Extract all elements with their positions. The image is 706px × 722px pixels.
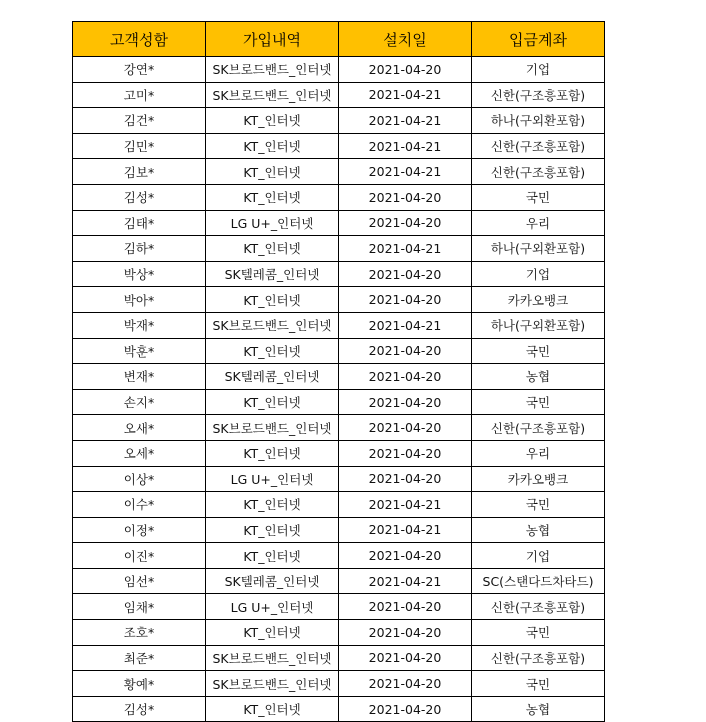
cell-install-date: 2021-04-20 xyxy=(339,440,472,466)
cell-install-date: 2021-04-21 xyxy=(339,82,472,108)
cell-deposit-account: 기업 xyxy=(472,543,605,569)
cell-customer-name: 고미* xyxy=(73,82,206,108)
cell-install-date: 2021-04-21 xyxy=(339,492,472,518)
cell-customer-name: 박상* xyxy=(73,261,206,287)
cell-deposit-account: 신한(구조흥포함) xyxy=(472,159,605,185)
cell-install-date: 2021-04-21 xyxy=(339,159,472,185)
cell-subscription: KT_인터넷 xyxy=(206,492,339,518)
cell-customer-name: 박재* xyxy=(73,312,206,338)
cell-customer-name: 조호* xyxy=(73,620,206,646)
customer-table xyxy=(72,21,605,722)
cell-deposit-account: 신한(구조흥포함) xyxy=(472,415,605,441)
header-row xyxy=(73,22,605,57)
table-row xyxy=(73,517,605,543)
cell-subscription: SK텔레콤_인터넷 xyxy=(206,261,339,287)
cell-subscription: KT_인터넷 xyxy=(206,517,339,543)
cell-subscription: KT_인터넷 xyxy=(206,287,339,313)
cell-install-date: 2021-04-20 xyxy=(339,184,472,210)
cell-customer-name: 이수* xyxy=(73,492,206,518)
cell-customer-name: 김민* xyxy=(73,133,206,159)
cell-customer-name: 임선* xyxy=(73,568,206,594)
cell-customer-name: 이상* xyxy=(73,466,206,492)
cell-subscription: SK브로드밴드_인터넷 xyxy=(206,57,339,83)
cell-subscription: SK브로드밴드_인터넷 xyxy=(206,312,339,338)
cell-customer-name: 김건* xyxy=(73,108,206,134)
cell-install-date: 2021-04-20 xyxy=(339,261,472,287)
cell-deposit-account: 국민 xyxy=(472,184,605,210)
cell-subscription: KT_인터넷 xyxy=(206,159,339,185)
table-row xyxy=(73,466,605,492)
cell-deposit-account: 카카오뱅크 xyxy=(472,287,605,313)
table-row xyxy=(73,312,605,338)
cell-subscription: KT_인터넷 xyxy=(206,389,339,415)
cell-deposit-account: SC(스탠다드차타드) xyxy=(472,568,605,594)
cell-install-date: 2021-04-20 xyxy=(339,364,472,390)
cell-subscription: KT_인터넷 xyxy=(206,440,339,466)
cell-deposit-account: 국민 xyxy=(472,338,605,364)
cell-customer-name: 이정* xyxy=(73,517,206,543)
cell-subscription: KT_인터넷 xyxy=(206,696,339,722)
cell-subscription: SK브로드밴드_인터넷 xyxy=(206,645,339,671)
cell-install-date: 2021-04-20 xyxy=(339,338,472,364)
cell-subscription: KT_인터넷 xyxy=(206,108,339,134)
cell-deposit-account: 농협 xyxy=(472,517,605,543)
table-row xyxy=(73,594,605,620)
cell-customer-name: 박훈* xyxy=(73,338,206,364)
table-row xyxy=(73,210,605,236)
cell-install-date: 2021-04-20 xyxy=(339,594,472,620)
cell-customer-name: 박아* xyxy=(73,287,206,313)
cell-deposit-account: 기업 xyxy=(472,261,605,287)
table-row xyxy=(73,82,605,108)
table-row xyxy=(73,543,605,569)
cell-install-date: 2021-04-20 xyxy=(339,287,472,313)
cell-customer-name: 황예* xyxy=(73,671,206,697)
cell-deposit-account: 우리 xyxy=(472,210,605,236)
cell-deposit-account: 신한(구조흥포함) xyxy=(472,645,605,671)
cell-subscription: LG U+_인터넷 xyxy=(206,210,339,236)
table-body xyxy=(73,57,605,722)
cell-deposit-account: 카카오뱅크 xyxy=(472,466,605,492)
table-row xyxy=(73,236,605,262)
cell-subscription: KT_인터넷 xyxy=(206,338,339,364)
table-row xyxy=(73,57,605,83)
cell-install-date: 2021-04-21 xyxy=(339,236,472,262)
table-row xyxy=(73,492,605,518)
table-row xyxy=(73,415,605,441)
cell-deposit-account: 신한(구조흥포함) xyxy=(472,82,605,108)
cell-install-date: 2021-04-21 xyxy=(339,133,472,159)
table-row xyxy=(73,184,605,210)
cell-install-date: 2021-04-20 xyxy=(339,466,472,492)
cell-deposit-account: 신한(구조흥포함) xyxy=(472,594,605,620)
table-row xyxy=(73,645,605,671)
cell-subscription: LG U+_인터넷 xyxy=(206,466,339,492)
cell-deposit-account: 농협 xyxy=(472,696,605,722)
cell-deposit-account: 기업 xyxy=(472,57,605,83)
cell-install-date: 2021-04-20 xyxy=(339,57,472,83)
table-row xyxy=(73,364,605,390)
cell-install-date: 2021-04-21 xyxy=(339,312,472,338)
cell-deposit-account: 국민 xyxy=(472,389,605,415)
table-row xyxy=(73,108,605,134)
cell-install-date: 2021-04-20 xyxy=(339,543,472,569)
cell-deposit-account: 국민 xyxy=(472,671,605,697)
cell-subscription: SK브로드밴드_인터넷 xyxy=(206,415,339,441)
table-row xyxy=(73,440,605,466)
cell-subscription: SK브로드밴드_인터넷 xyxy=(206,82,339,108)
cell-deposit-account: 신한(구조흥포함) xyxy=(472,133,605,159)
cell-customer-name: 오새* xyxy=(73,415,206,441)
cell-customer-name: 김하* xyxy=(73,236,206,262)
header-install-date: 설치일 xyxy=(339,22,472,57)
cell-subscription: KT_인터넷 xyxy=(206,133,339,159)
cell-subscription: SK브로드밴드_인터넷 xyxy=(206,671,339,697)
cell-deposit-account: 하나(구외환포함) xyxy=(472,312,605,338)
cell-install-date: 2021-04-20 xyxy=(339,645,472,671)
table-row xyxy=(73,696,605,722)
cell-customer-name: 최준* xyxy=(73,645,206,671)
cell-deposit-account: 하나(구외환포함) xyxy=(472,108,605,134)
cell-install-date: 2021-04-20 xyxy=(339,389,472,415)
cell-subscription: SK텔레콤_인터넷 xyxy=(206,364,339,390)
cell-deposit-account: 국민 xyxy=(472,492,605,518)
cell-install-date: 2021-04-21 xyxy=(339,568,472,594)
header-deposit-account: 입금계좌 xyxy=(472,22,605,57)
cell-customer-name: 오세* xyxy=(73,440,206,466)
cell-customer-name: 김성* xyxy=(73,696,206,722)
table-row xyxy=(73,389,605,415)
cell-customer-name: 이진* xyxy=(73,543,206,569)
table-row xyxy=(73,620,605,646)
table-row xyxy=(73,133,605,159)
cell-subscription: KT_인터넷 xyxy=(206,236,339,262)
cell-install-date: 2021-04-20 xyxy=(339,210,472,236)
table-row xyxy=(73,159,605,185)
table-row xyxy=(73,261,605,287)
cell-deposit-account: 농협 xyxy=(472,364,605,390)
cell-customer-name: 손지* xyxy=(73,389,206,415)
cell-subscription: KT_인터넷 xyxy=(206,620,339,646)
table-row xyxy=(73,287,605,313)
cell-customer-name: 강연* xyxy=(73,57,206,83)
header-subscription: 가입내역 xyxy=(206,22,339,57)
cell-customer-name: 김성* xyxy=(73,184,206,210)
cell-install-date: 2021-04-21 xyxy=(339,108,472,134)
header-customer-name: 고객성함 xyxy=(73,22,206,57)
cell-install-date: 2021-04-21 xyxy=(339,517,472,543)
cell-install-date: 2021-04-20 xyxy=(339,696,472,722)
cell-customer-name: 임채* xyxy=(73,594,206,620)
cell-install-date: 2021-04-20 xyxy=(339,671,472,697)
cell-deposit-account: 하나(구외환포함) xyxy=(472,236,605,262)
cell-deposit-account: 우리 xyxy=(472,440,605,466)
cell-customer-name: 김태* xyxy=(73,210,206,236)
cell-install-date: 2021-04-20 xyxy=(339,620,472,646)
cell-install-date: 2021-04-20 xyxy=(339,415,472,441)
cell-subscription: KT_인터넷 xyxy=(206,184,339,210)
cell-customer-name: 변재* xyxy=(73,364,206,390)
cell-customer-name: 김보* xyxy=(73,159,206,185)
table-row xyxy=(73,338,605,364)
cell-subscription: SK텔레콤_인터넷 xyxy=(206,568,339,594)
table-row xyxy=(73,671,605,697)
cell-subscription: KT_인터넷 xyxy=(206,543,339,569)
cell-deposit-account: 국민 xyxy=(472,620,605,646)
table-row xyxy=(73,568,605,594)
cell-subscription: LG U+_인터넷 xyxy=(206,594,339,620)
